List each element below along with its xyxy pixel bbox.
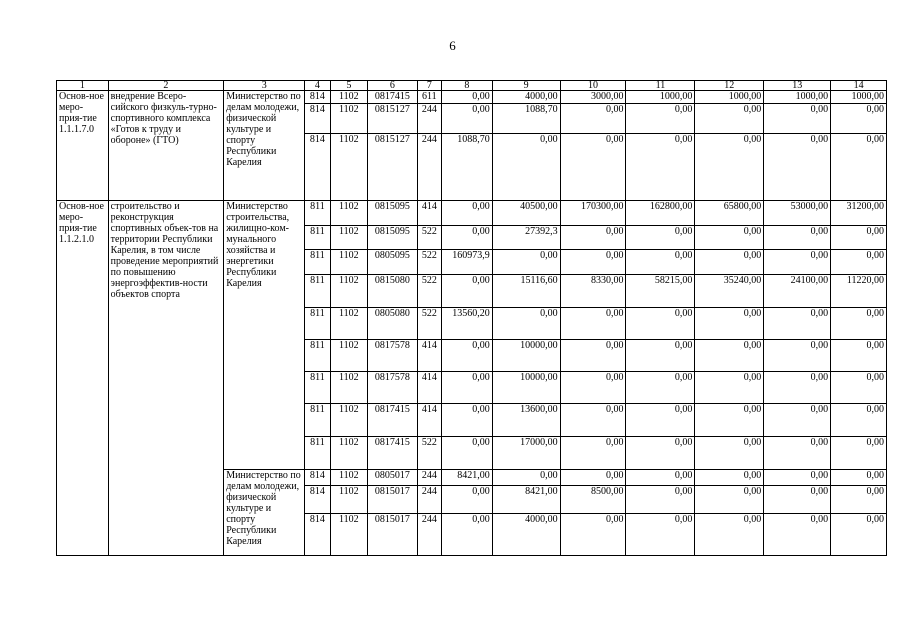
table-cell: 414: [417, 201, 441, 226]
table-cell: 8421,00: [492, 486, 560, 514]
table-cell: 1000,00: [831, 91, 887, 104]
measure-code-cell: Основ-ное меро-прия-тие 1.1.1.7.0: [57, 91, 109, 201]
table-cell: 522: [417, 250, 441, 275]
header-cell: 13: [764, 81, 831, 91]
table-cell: 58215,00: [626, 275, 695, 308]
executor-cell: Министерство по делам молодежи, физической культуре и спорту Республики Карелия: [224, 470, 305, 556]
table-cell: 811: [305, 250, 330, 275]
measure-name-cell: строительство и реконструкция спортивных объек-тов на территории Республики Карелия, в том числе проведение мероприятий по повышению энергоэффектив-ности объектов спорта: [108, 201, 224, 556]
table-cell: 811: [305, 437, 330, 470]
table-cell: 0805017: [368, 470, 418, 486]
table-cell: 1102: [330, 134, 367, 201]
table-cell: 611: [417, 91, 441, 104]
table-cell: 0,00: [442, 340, 493, 372]
table-cell: 811: [305, 372, 330, 404]
measure-code-cell: Основ-ное меро-прия-тие 1.1.2.1.0: [57, 201, 109, 556]
table-cell: 0,00: [831, 134, 887, 201]
executor-cell: Министерство строительства, жилищно-ком-мунального хозяйства и энергетики Республики Карелия: [224, 201, 305, 470]
table-cell: 27392,3: [492, 226, 560, 250]
table-cell: 814: [305, 470, 330, 486]
table-cell: 0,00: [492, 470, 560, 486]
table-cell: 31200,00: [831, 201, 887, 226]
table-cell: 0815127: [368, 104, 418, 134]
table-cell: 414: [417, 372, 441, 404]
table-cell: 522: [417, 226, 441, 250]
table-cell: 0,00: [764, 470, 831, 486]
table-cell: 170300,00: [560, 201, 626, 226]
table-cell: 8330,00: [560, 275, 626, 308]
table-cell: 0,00: [764, 486, 831, 514]
table-cell: 814: [305, 134, 330, 201]
table-cell: 814: [305, 104, 330, 134]
table-cell: 0815095: [368, 201, 418, 226]
table-cell: 0,00: [442, 404, 493, 437]
table-cell: 0,00: [560, 308, 626, 340]
table-cell: 0,00: [626, 486, 695, 514]
table-cell: 0,00: [442, 486, 493, 514]
table-cell: 814: [305, 91, 330, 104]
budget-table: [56, 80, 887, 556]
table-row: [57, 91, 887, 104]
table-cell: 0,00: [560, 372, 626, 404]
table-cell: 0817415: [368, 404, 418, 437]
table-cell: 0,00: [442, 514, 493, 556]
table-cell: 0,00: [764, 226, 831, 250]
header-cell: 8: [442, 81, 493, 91]
table-body: [57, 81, 887, 556]
table-cell: 0,00: [831, 470, 887, 486]
table-cell: 0,00: [764, 308, 831, 340]
table-cell: 4000,00: [492, 514, 560, 556]
table-cell: 0,00: [695, 226, 764, 250]
table-cell: 0817578: [368, 372, 418, 404]
table-cell: 162800,00: [626, 201, 695, 226]
table-cell: 17000,00: [492, 437, 560, 470]
table-cell: 0,00: [695, 134, 764, 201]
table-cell: 0,00: [442, 372, 493, 404]
header-cell: 4: [305, 81, 330, 91]
table-cell: 0,00: [764, 514, 831, 556]
table-cell: 0805080: [368, 308, 418, 340]
table-cell: 0,00: [492, 308, 560, 340]
table-cell: 0815017: [368, 514, 418, 556]
table-cell: 65800,00: [695, 201, 764, 226]
table-cell: 1102: [330, 308, 367, 340]
table-cell: 1088,70: [442, 134, 493, 201]
table-cell: 522: [417, 275, 441, 308]
table-cell: 11220,00: [831, 275, 887, 308]
table-cell: 0,00: [626, 104, 695, 134]
header-cell: 11: [626, 81, 695, 91]
table-cell: 0,00: [695, 250, 764, 275]
table-cell: 0,00: [695, 404, 764, 437]
table-cell: 0805095: [368, 250, 418, 275]
table-cell: 0,00: [764, 134, 831, 201]
table-cell: 0,00: [831, 486, 887, 514]
table-cell: 4000,00: [492, 91, 560, 104]
table-cell: 0,00: [695, 104, 764, 134]
table-cell: 0,00: [831, 226, 887, 250]
table-cell: 0,00: [695, 470, 764, 486]
header-cell: 14: [831, 81, 887, 91]
table-cell: 0815080: [368, 275, 418, 308]
table-cell: 0,00: [626, 250, 695, 275]
table-cell: 244: [417, 134, 441, 201]
table-cell: 0,00: [831, 437, 887, 470]
table-cell: 811: [305, 404, 330, 437]
table-cell: 811: [305, 308, 330, 340]
table-cell: 811: [305, 340, 330, 372]
table-cell: 1102: [330, 470, 367, 486]
table-cell: 0,00: [560, 404, 626, 437]
table-cell: 0,00: [442, 437, 493, 470]
table-cell: 0,00: [764, 437, 831, 470]
table-cell: 0,00: [626, 514, 695, 556]
table-cell: 0,00: [764, 250, 831, 275]
header-cell: 2: [108, 81, 224, 91]
table-cell: 0,00: [831, 404, 887, 437]
table-cell: 811: [305, 275, 330, 308]
table-cell: 0,00: [831, 372, 887, 404]
table-cell: 522: [417, 308, 441, 340]
header-cell: 6: [368, 81, 418, 91]
table-cell: 0,00: [560, 340, 626, 372]
table-cell: 0,00: [442, 201, 493, 226]
table-cell: 0,00: [626, 372, 695, 404]
table-cell: 1102: [330, 404, 367, 437]
table-cell: 0,00: [626, 340, 695, 372]
table-cell: 0817415: [368, 91, 418, 104]
table-cell: 0,00: [626, 134, 695, 201]
header-cell: 10: [560, 81, 626, 91]
table-cell: 0,00: [695, 372, 764, 404]
table-cell: 13560,20: [442, 308, 493, 340]
table-cell: 0,00: [695, 308, 764, 340]
table-cell: 10000,00: [492, 340, 560, 372]
measure-name-cell: внедрение Всеро-сийского физкуль-турно-спортивного комплекса «Готов к труду и обороне» (ГТО): [108, 91, 224, 201]
header-cell: 9: [492, 81, 560, 91]
table-cell: 0,00: [831, 340, 887, 372]
table-cell: 0817415: [368, 437, 418, 470]
table-cell: 53000,00: [764, 201, 831, 226]
table-cell: 244: [417, 104, 441, 134]
table-cell: 1102: [330, 226, 367, 250]
table-cell: 0,00: [626, 308, 695, 340]
table-cell: 0,00: [626, 226, 695, 250]
table-cell: 0,00: [764, 340, 831, 372]
table-cell: 0,00: [831, 308, 887, 340]
header-cell: 1: [57, 81, 109, 91]
table-cell: 15116,60: [492, 275, 560, 308]
table-cell: 1102: [330, 514, 367, 556]
table-cell: 0,00: [695, 340, 764, 372]
table-cell: 0,00: [560, 514, 626, 556]
table-cell: 0,00: [560, 437, 626, 470]
table-cell: 0,00: [764, 104, 831, 134]
table-cell: 0,00: [560, 250, 626, 275]
table-cell: 0,00: [560, 134, 626, 201]
table-cell: 0,00: [560, 470, 626, 486]
table-cell: 814: [305, 514, 330, 556]
table-cell: 0,00: [560, 226, 626, 250]
table-cell: 0,00: [442, 226, 493, 250]
table-cell: 0,00: [626, 404, 695, 437]
table-cell: 0,00: [560, 104, 626, 134]
table-cell: 1102: [330, 201, 367, 226]
table-cell: 0,00: [442, 104, 493, 134]
table-cell: 8500,00: [560, 486, 626, 514]
table-cell: 13600,00: [492, 404, 560, 437]
executor-cell: Министерство по делам молодежи, физической культуре и спорту Республики Карелия: [224, 91, 305, 201]
table-cell: 3000,00: [560, 91, 626, 104]
table-cell: 35240,00: [695, 275, 764, 308]
header-cell: 12: [695, 81, 764, 91]
table-cell: 160973,9: [442, 250, 493, 275]
table-cell: 414: [417, 404, 441, 437]
table-cell: 0,00: [626, 437, 695, 470]
table-cell: 0815127: [368, 134, 418, 201]
table-cell: 1102: [330, 275, 367, 308]
table-cell: 1102: [330, 91, 367, 104]
table-cell: 0815017: [368, 486, 418, 514]
table-cell: 0815095: [368, 226, 418, 250]
table-cell: 1088,70: [492, 104, 560, 134]
table-cell: 814: [305, 486, 330, 514]
table-cell: 1000,00: [764, 91, 831, 104]
table-cell: 244: [417, 514, 441, 556]
table-row: [57, 201, 887, 226]
header-row: [57, 81, 887, 91]
table-cell: 8421,00: [442, 470, 493, 486]
table-cell: 0,00: [442, 275, 493, 308]
table-cell: 522: [417, 437, 441, 470]
table-cell: 24100,00: [764, 275, 831, 308]
table-cell: 0,00: [492, 134, 560, 201]
table-cell: 0,00: [695, 437, 764, 470]
table-cell: 1102: [330, 486, 367, 514]
header-cell: 3: [224, 81, 305, 91]
table-cell: 1000,00: [626, 91, 695, 104]
table-cell: 0,00: [831, 514, 887, 556]
table-cell: 414: [417, 340, 441, 372]
table-cell: 1102: [330, 372, 367, 404]
header-cell: 5: [330, 81, 367, 91]
table-cell: 0817578: [368, 340, 418, 372]
table-cell: 811: [305, 201, 330, 226]
table-cell: 1102: [330, 437, 367, 470]
table-cell: 0,00: [695, 514, 764, 556]
table-cell: 0,00: [626, 470, 695, 486]
table-cell: 0,00: [831, 104, 887, 134]
table-cell: 1102: [330, 250, 367, 275]
table-cell: 811: [305, 226, 330, 250]
table-cell: 40500,00: [492, 201, 560, 226]
header-cell: 7: [417, 81, 441, 91]
table-cell: 0,00: [764, 372, 831, 404]
table-cell: 244: [417, 470, 441, 486]
table-cell: 244: [417, 486, 441, 514]
table-cell: 0,00: [492, 250, 560, 275]
table-cell: 1102: [330, 104, 367, 134]
page-number: 6: [449, 38, 456, 53]
table-cell: 0,00: [695, 486, 764, 514]
table-cell: 0,00: [831, 250, 887, 275]
table-cell: 0,00: [442, 91, 493, 104]
table-cell: 10000,00: [492, 372, 560, 404]
table-cell: 1000,00: [695, 91, 764, 104]
table-cell: 1102: [330, 340, 367, 372]
table-cell: 0,00: [764, 404, 831, 437]
